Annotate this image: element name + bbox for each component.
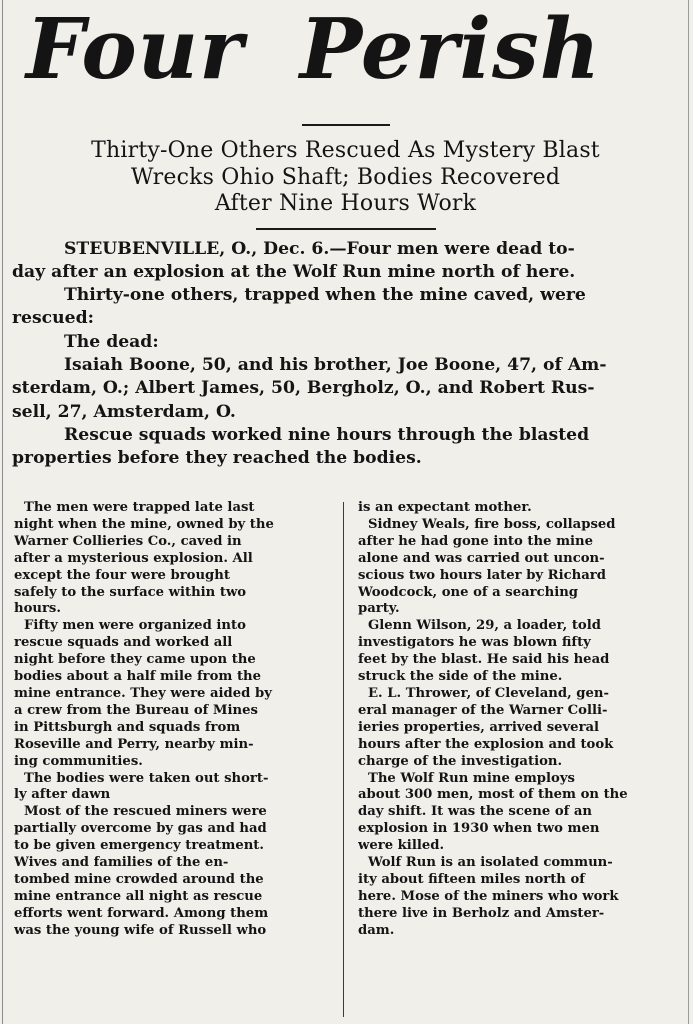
column-line: ieries properties, arrived several — [358, 719, 600, 735]
deck-subheadline — [10, 138, 681, 218]
column-line: dam. — [358, 922, 395, 938]
body-columns — [14, 500, 682, 940]
column-line: there live in Berholz and Amster- — [358, 905, 605, 921]
headline: Four Perish — [26, 0, 602, 98]
right-column — [358, 500, 682, 940]
left-column — [14, 500, 338, 940]
deck-line: Wrecks Ohio Shaft; Bodies Recovered — [130, 164, 561, 190]
deck-line: After Nine Hours Work — [214, 191, 477, 216]
column-line: mine entrance. They were aided by — [14, 685, 272, 701]
column-line: Wolf Run is an isolated commun- — [368, 855, 613, 871]
column-line: night when the mine, owned by the — [14, 516, 274, 532]
column-line: was the young wife of Russell who — [14, 922, 267, 938]
column-line: hours after the explosion and took — [358, 736, 614, 752]
column-line: struck the side of the mine. — [358, 669, 563, 685]
lead-line: properties before they reached the bodies. — [12, 448, 422, 469]
column-line: hours. — [14, 601, 61, 617]
column-line: day shift. It was the scene of an — [358, 804, 593, 820]
column-line: E. L. Thrower, of Cleveland, gen- — [368, 685, 609, 701]
column-line: Fifty men were organized into — [24, 618, 246, 634]
lead-line: Rescue squads worked nine hours through the blasted — [64, 424, 590, 445]
column-line: investigators he was blown fifty — [358, 635, 591, 651]
column-line: party. — [358, 601, 400, 617]
lead-line: sell, 27, Amsterdam, O. — [12, 401, 236, 422]
lead-line: The dead: — [64, 331, 159, 352]
column-line: partially overcome by gas and had — [14, 821, 267, 837]
column-line: a crew from the Bureau of Mines — [14, 702, 258, 718]
column-line: efforts went forward. Among them — [14, 905, 269, 921]
column-line: were killed. — [358, 838, 445, 854]
lead-line: Isaiah Boone, 50, and his brother, Joe Boone, 47, of Am- — [64, 354, 607, 375]
column-line: charge of the investigation. — [358, 753, 563, 769]
column-line: Most of the rescued miners were — [24, 804, 267, 820]
column-line: The men were trapped late last — [24, 500, 255, 515]
column-line: bodies about a half mile from the — [14, 669, 262, 685]
column-line: except the four were brought — [14, 567, 230, 583]
column-line: ly after dawn — [14, 787, 111, 803]
column-line: Woodcock, one of a searching — [358, 584, 579, 600]
column-line: in Pittsburgh and squads from — [14, 719, 241, 735]
clipping-edge-left — [2, 0, 3, 1024]
column-line: eral manager of the Warner Colli- — [358, 702, 608, 718]
lead-paragraphs — [12, 238, 683, 471]
lead-line: sterdam, O.; Albert James, 50, Bergholz, O., and Robert Rus- — [12, 378, 595, 399]
column-line: here. Mose of the miners who work — [358, 888, 619, 904]
column-line: Warner Collieries Co., caved in — [14, 533, 242, 549]
column-line: rescue squads and worked all — [14, 635, 233, 651]
column-line: scious two hours later by Richard — [358, 567, 606, 583]
deck-line: Thirty-One Others Rescued As Mystery Blast — [91, 138, 600, 163]
column-line: The Wolf Run mine employs — [368, 770, 575, 786]
deck-rule — [256, 228, 436, 230]
column-line: safely to the surface within two — [14, 584, 247, 600]
column-line: after he had gone into the mine — [358, 533, 594, 549]
lead-line: rescued: — [12, 308, 94, 329]
lead-line: STEUBENVILLE, O., Dec. 6.—Four men were dead to- — [64, 238, 575, 259]
column-line: night before they came upon the — [14, 652, 256, 668]
column-line: ing communities. — [14, 753, 143, 769]
column-line: Wives and families of the en- — [14, 855, 229, 871]
column-line: mine entrance all night as rescue — [14, 888, 263, 904]
column-line: Roseville and Perry, nearby min- — [14, 736, 254, 752]
clipping-edge-right — [688, 0, 689, 1024]
column-line: after a mysterious explosion. All — [14, 550, 253, 566]
column-line: Sidney Weals, fire boss, collapsed — [368, 516, 616, 532]
column-line: tombed mine crowded around the — [14, 871, 264, 887]
column-line: feet by the blast. He said his head — [358, 652, 610, 668]
column-line: explosion in 1930 when two men — [358, 821, 600, 837]
column-line: The bodies were taken out short- — [24, 770, 269, 786]
column-line: alone and was carried out uncon- — [358, 550, 605, 566]
column-line: about 300 men, most of them on the — [358, 787, 628, 803]
lead-line: day after an explosion at the Wolf Run mine north of here. — [12, 261, 576, 282]
column-line: is an expectant mother. — [358, 500, 532, 515]
column-line: ity about fifteen miles north of — [358, 871, 585, 887]
column-line: to be given emergency treatment. — [14, 838, 264, 854]
column-line: Glenn Wilson, 29, a loader, told — [368, 618, 601, 634]
headline-rule — [302, 124, 390, 126]
lead-line: Thirty-one others, trapped when the mine caved, were — [64, 285, 586, 306]
